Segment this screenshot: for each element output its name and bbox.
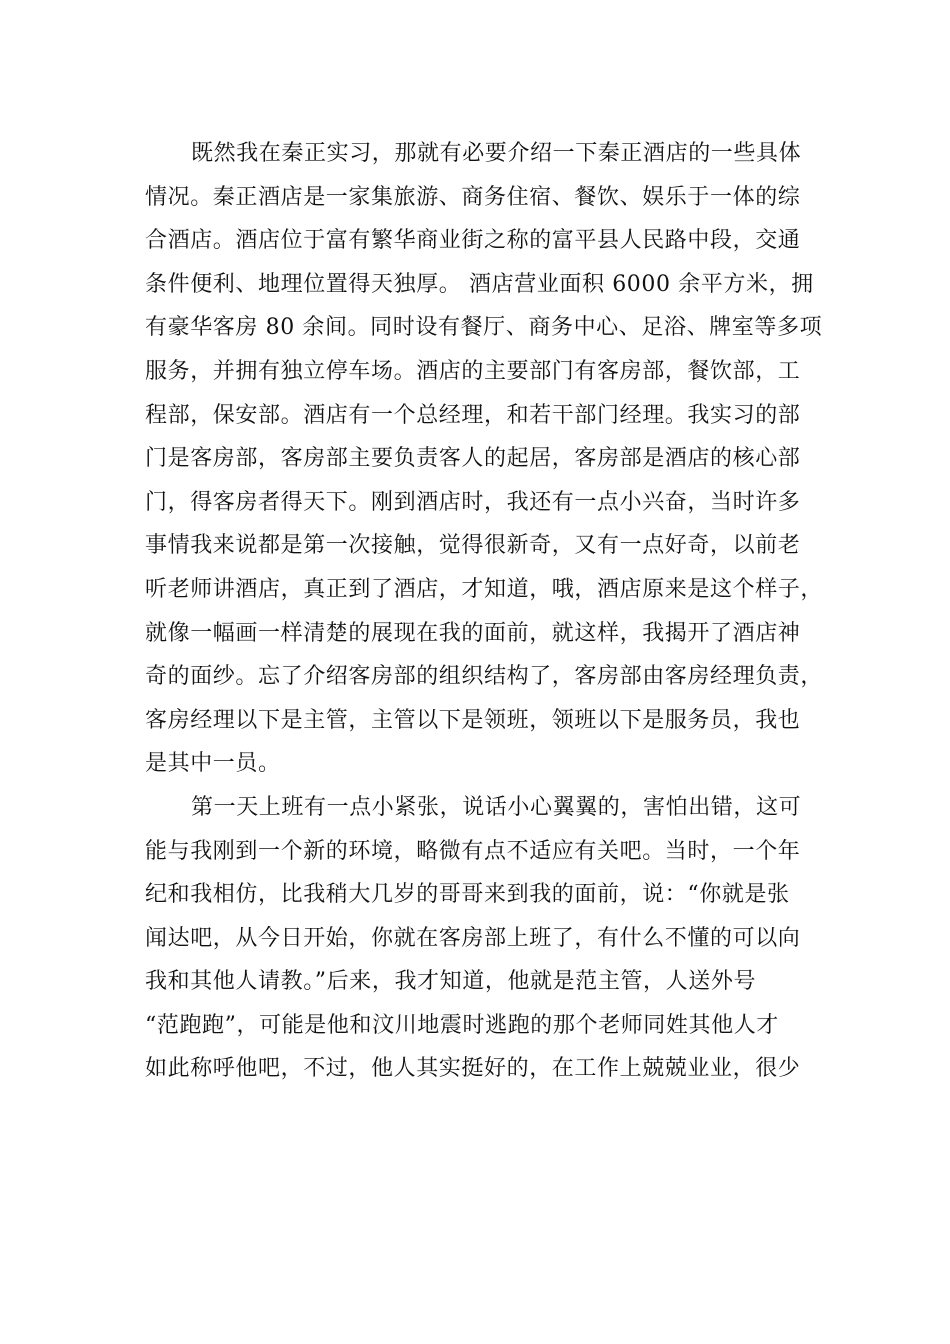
text-line: 听老师讲酒店，真正到了酒店，才知道，哦，酒店原来是这个样子， <box>145 576 824 602</box>
text-line: 纪和我相仿，比我稍大几岁的哥哥来到我的面前，说：“你就是张 <box>145 882 790 908</box>
text-line: “范跑跑”，可能是他和汶川地震时逃跑的那个老师同姓其他人才 <box>145 1012 779 1038</box>
text-line: 能与我刚到一个新的环境，略微有点不适应有关吧。当时，一个年 <box>145 838 801 864</box>
text-line: 情况。秦正酒店是一家集旅游、商务住宿、餐饮、娱乐于一体的综 <box>145 184 801 210</box>
text-line: 就像一幅画一样清楚的展现在我的面前，就这样，我揭开了酒店神 <box>145 620 801 646</box>
text-line: 闻达吧，从今日开始，你就在客房部上班了，有什么不懂的可以向 <box>145 925 801 951</box>
text-line: 奇的面纱。忘了介绍客房部的组织结构了，客房部由客房经理负责， <box>145 664 824 690</box>
text-line: 有豪华客房 80 余间。同时设有餐厅、商务中心、足浴、牌室等多项 <box>145 315 823 341</box>
text-line: 门，得客房者得天下。刚到酒店时，我还有一点小兴奋，当时许多 <box>145 489 801 515</box>
document-body <box>145 132 825 1091</box>
text-line: 门是客房部，客房部主要负责客人的起居，客房部是酒店的核心部 <box>145 446 801 472</box>
text-line: 如此称呼他吧，不过，他人其实挺好的，在工作上兢兢业业，很少 <box>145 1056 801 1082</box>
text-line: 第一天上班有一点小紧张，说话小心翼翼的，害怕出错，这可 <box>191 794 802 820</box>
paragraph-2 <box>145 786 825 1091</box>
text-line: 是其中一员。 <box>145 751 281 777</box>
text-line: 既然我在秦正实习，那就有必要介绍一下秦正酒店的一些具体 <box>191 141 802 166</box>
paragraph-1 <box>145 132 825 786</box>
text-line: 合酒店。酒店位于富有繁华商业街之称的富平县人民路中段，交通 <box>145 228 801 254</box>
text-line: 条件便利、地理位置得天独厚。 酒店营业面积 6000 余平方米，拥 <box>145 271 814 297</box>
text-line: 服务，并拥有独立停车场。酒店的主要部门有客房部，餐饮部，工 <box>145 358 801 384</box>
text-line: 客房经理以下是主管，主管以下是领班，领班以下是服务员，我也 <box>145 707 801 733</box>
text-line: 我和其他人请教。”后来，我才知道，他就是范主管，人送外号 <box>145 969 757 995</box>
text-line: 程部，保安部。酒店有一个总经理，和若干部门经理。我实习的部 <box>145 402 801 428</box>
text-line: 事情我来说都是第一次接触，觉得很新奇，又有一点好奇，以前老 <box>145 533 801 559</box>
